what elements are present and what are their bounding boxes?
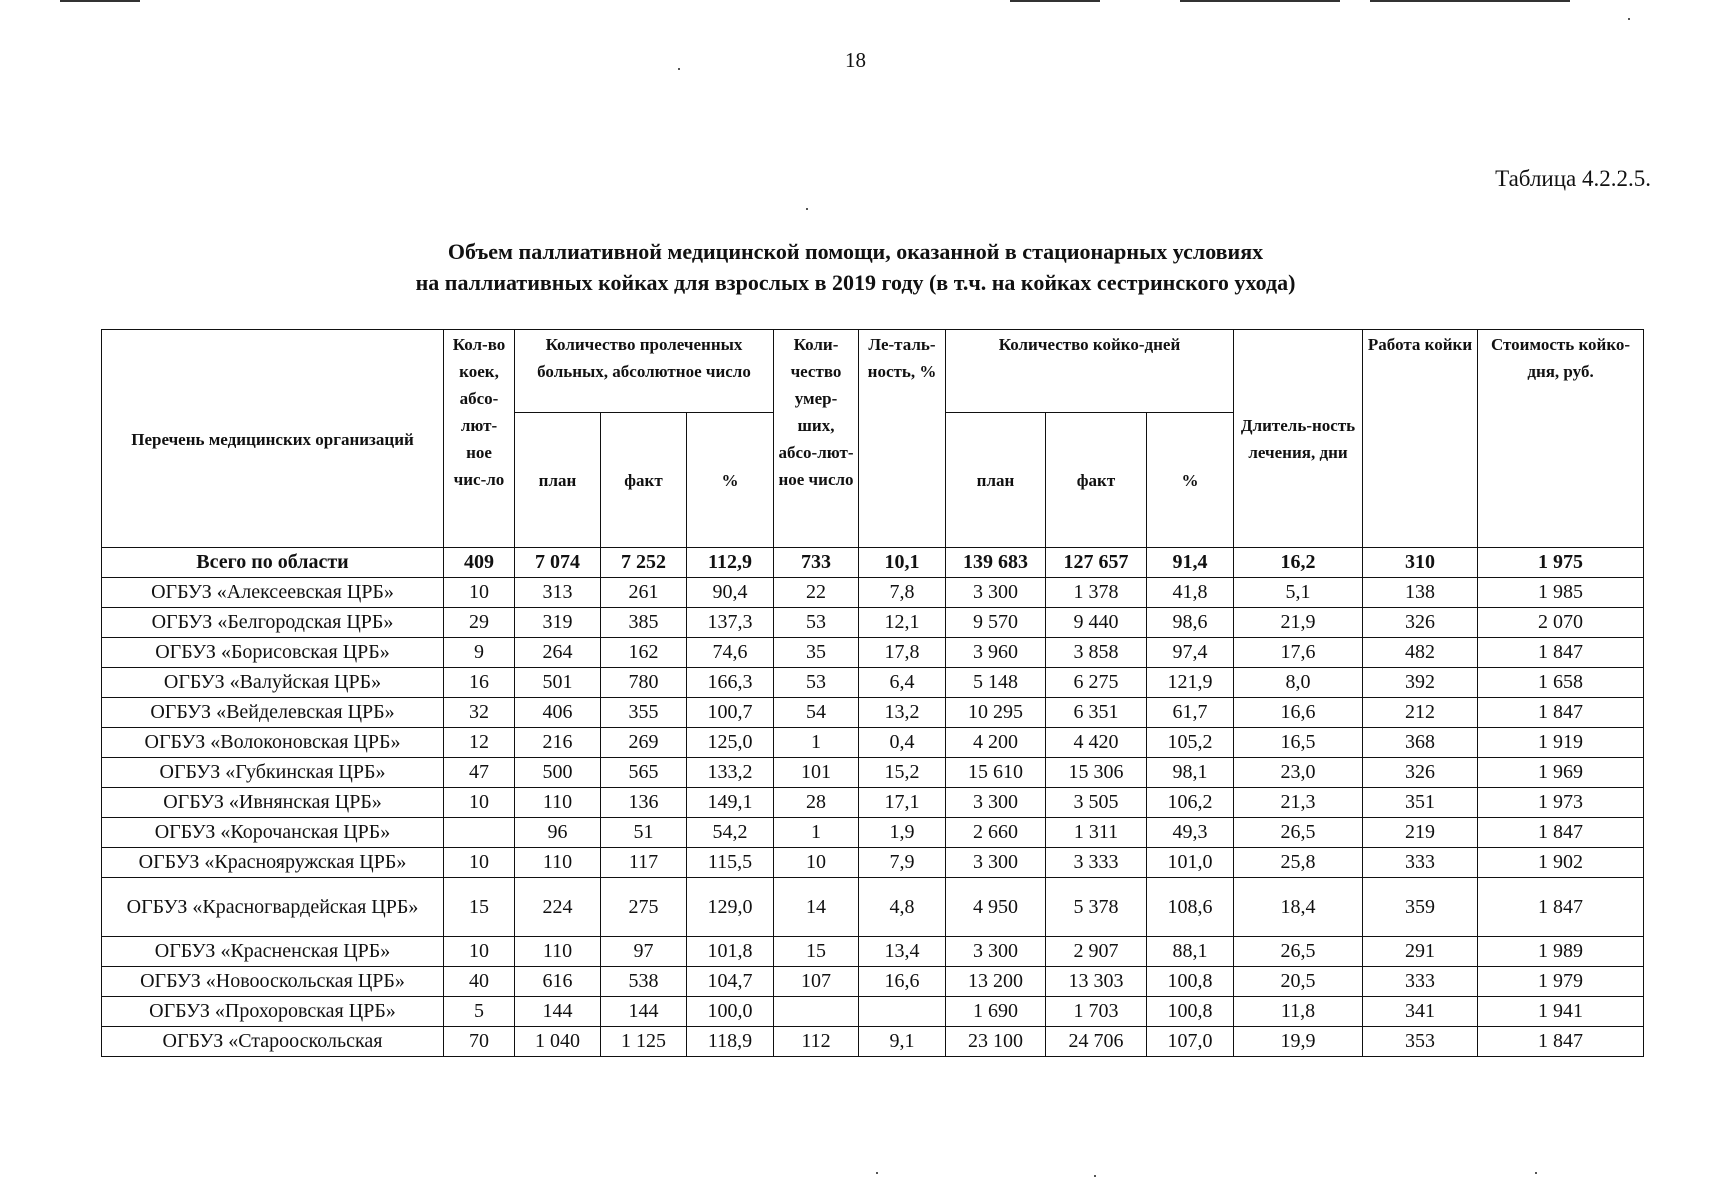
table-cell: 162 <box>601 638 687 668</box>
table-cell: 1 040 <box>515 1027 601 1057</box>
table-cell: 110 <box>515 937 601 967</box>
table-cell: 261 <box>601 578 687 608</box>
table-cell: 3 300 <box>946 937 1046 967</box>
header-treatment-duration: Длитель-ность лечения, дни <box>1234 330 1363 548</box>
table-cell: 1 847 <box>1478 698 1644 728</box>
organization-name: ОГБУЗ «Ивнянская ЦРБ» <box>102 788 444 818</box>
table-cell: 97 <box>601 937 687 967</box>
header-beddays-plan: план <box>946 413 1046 548</box>
table-cell: 1 989 <box>1478 937 1644 967</box>
table-row <box>102 997 1644 1027</box>
table-cell: 3 858 <box>1046 638 1147 668</box>
table-cell: 6 351 <box>1046 698 1147 728</box>
table-cell: 1 <box>774 818 859 848</box>
table-cell: 13 303 <box>1046 967 1147 997</box>
table-cell: 4 420 <box>1046 728 1147 758</box>
table-cell: 5,1 <box>1234 578 1363 608</box>
table-row <box>102 698 1644 728</box>
table-cell: 385 <box>601 608 687 638</box>
table-cell: 144 <box>601 997 687 1027</box>
table-cell: 21,9 <box>1234 608 1363 638</box>
table-cell: 101,0 <box>1147 848 1234 878</box>
table-cell: 1 979 <box>1478 967 1644 997</box>
scan-speck <box>806 208 808 210</box>
table-cell: 19,9 <box>1234 1027 1363 1057</box>
table-cell: 115,5 <box>687 848 774 878</box>
table-row <box>102 578 1644 608</box>
table-cell: 101 <box>774 758 859 788</box>
table-cell: 137,3 <box>687 608 774 638</box>
table-cell: 6,4 <box>859 668 946 698</box>
table-cell: 129,0 <box>687 878 774 937</box>
title-line-2: на паллиативных койках для взрослых в 2019 году (в т.ч. на койках сестринского ухода) <box>415 270 1296 295</box>
table-cell: 333 <box>1363 967 1478 997</box>
table-cell: 100,8 <box>1147 997 1234 1027</box>
table-cell: 1 847 <box>1478 638 1644 668</box>
table-row <box>102 848 1644 878</box>
table-cell: 406 <box>515 698 601 728</box>
header-treated-fact: факт <box>601 413 687 548</box>
table-cell: 10 <box>444 578 515 608</box>
scan-speck <box>1094 1175 1096 1177</box>
table-cell: 136 <box>601 788 687 818</box>
total-cell: 127 657 <box>1046 548 1147 578</box>
table-cell: 341 <box>1363 997 1478 1027</box>
header-beddays-fact: факт <box>1046 413 1147 548</box>
table-cell: 8,0 <box>1234 668 1363 698</box>
table-cell: 100,7 <box>687 698 774 728</box>
table-cell: 41,8 <box>1147 578 1234 608</box>
table-cell: 219 <box>1363 818 1478 848</box>
table-cell: 1 311 <box>1046 818 1147 848</box>
total-cell: 7 252 <box>601 548 687 578</box>
table-cell: 3 505 <box>1046 788 1147 818</box>
table-cell: 107,0 <box>1147 1027 1234 1057</box>
table-cell: 53 <box>774 608 859 638</box>
organization-name: ОГБУЗ «Красногвардейская ЦРБ» <box>102 878 444 937</box>
table-cell: 12 <box>444 728 515 758</box>
table-cell: 3 960 <box>946 638 1046 668</box>
table-cell: 291 <box>1363 937 1478 967</box>
header-bed-day-cost: Стоимость койко-дня, руб. <box>1478 330 1644 548</box>
table-cell: 96 <box>515 818 601 848</box>
table-cell: 7,9 <box>859 848 946 878</box>
table-cell: 1 985 <box>1478 578 1644 608</box>
table-cell: 149,1 <box>687 788 774 818</box>
table-cell: 1 658 <box>1478 668 1644 698</box>
table-cell: 74,6 <box>687 638 774 668</box>
table-cell: 100,8 <box>1147 967 1234 997</box>
table-cell: 23 100 <box>946 1027 1046 1057</box>
table-cell: 3 333 <box>1046 848 1147 878</box>
table-cell: 105,2 <box>1147 728 1234 758</box>
table-cell: 51 <box>601 818 687 848</box>
table-cell: 9 570 <box>946 608 1046 638</box>
total-cell: 10,1 <box>859 548 946 578</box>
table-cell <box>859 997 946 1027</box>
header-deaths: Коли-чество умер-ших, абсо-лют-ное число <box>774 330 859 548</box>
table-cell: 90,4 <box>687 578 774 608</box>
table-cell: 13,4 <box>859 937 946 967</box>
page-number: 18 <box>845 48 866 72</box>
table-cell: 24 706 <box>1046 1027 1147 1057</box>
table-cell: 118,9 <box>687 1027 774 1057</box>
table-cell: 333 <box>1363 848 1478 878</box>
scan-speck <box>1535 1172 1537 1174</box>
table-cell: 35 <box>774 638 859 668</box>
table-cell: 9 <box>444 638 515 668</box>
table-cell: 32 <box>444 698 515 728</box>
table-cell: 1 125 <box>601 1027 687 1057</box>
table-cell: 275 <box>601 878 687 937</box>
organization-name: ОГБУЗ «Валуйская ЦРБ» <box>102 668 444 698</box>
table-cell: 1 847 <box>1478 818 1644 848</box>
total-cell: 91,4 <box>1147 548 1234 578</box>
table-cell: 10 <box>444 937 515 967</box>
organization-name: ОГБУЗ «Губкинская ЦРБ» <box>102 758 444 788</box>
table-cell: 269 <box>601 728 687 758</box>
table-cell: 224 <box>515 878 601 937</box>
organization-name: ОГБУЗ «Волоконовская ЦРБ» <box>102 728 444 758</box>
table-cell: 0,4 <box>859 728 946 758</box>
table-cell: 17,8 <box>859 638 946 668</box>
table-cell: 144 <box>515 997 601 1027</box>
total-cell: 16,2 <box>1234 548 1363 578</box>
scan-edge-line <box>1370 0 1570 2</box>
header-beds: Кол-во коек, абсо-лют-ное чис-ло <box>444 330 515 548</box>
total-cell: Всего по области <box>102 548 444 578</box>
table-cell: 326 <box>1363 758 1478 788</box>
table-cell: 2 907 <box>1046 937 1147 967</box>
table-cell: 1 378 <box>1046 578 1147 608</box>
table-cell: 98,1 <box>1147 758 1234 788</box>
table-cell: 1 <box>774 728 859 758</box>
table-cell: 6 275 <box>1046 668 1147 698</box>
table-row <box>102 878 1644 937</box>
table-row <box>102 608 1644 638</box>
organization-name: ОГБУЗ «Краснояружская ЦРБ» <box>102 848 444 878</box>
table-cell: 47 <box>444 758 515 788</box>
table-cell: 13,2 <box>859 698 946 728</box>
total-cell: 112,9 <box>687 548 774 578</box>
table-cell: 61,7 <box>1147 698 1234 728</box>
table-cell: 28 <box>774 788 859 818</box>
table-cell: 40 <box>444 967 515 997</box>
table-cell: 17,1 <box>859 788 946 818</box>
table-cell: 18,4 <box>1234 878 1363 937</box>
table-cell: 780 <box>601 668 687 698</box>
table-cell: 212 <box>1363 698 1478 728</box>
table-cell: 16,5 <box>1234 728 1363 758</box>
table-cell: 98,6 <box>1147 608 1234 638</box>
table-cell: 70 <box>444 1027 515 1057</box>
table-cell: 15 306 <box>1046 758 1147 788</box>
table-cell <box>444 818 515 848</box>
table-cell: 1 919 <box>1478 728 1644 758</box>
table-cell: 3 300 <box>946 848 1046 878</box>
scan-speck <box>876 1172 878 1174</box>
header-treated-pct: % <box>687 413 774 548</box>
table-cell: 10 <box>774 848 859 878</box>
table-cell: 138 <box>1363 578 1478 608</box>
table-cell: 1 973 <box>1478 788 1644 818</box>
table-cell: 49,3 <box>1147 818 1234 848</box>
table-cell: 616 <box>515 967 601 997</box>
table-cell: 264 <box>515 638 601 668</box>
table-cell: 14 <box>774 878 859 937</box>
organization-name: ОГБУЗ «Корочанская ЦРБ» <box>102 818 444 848</box>
table-row <box>102 937 1644 967</box>
table-cell: 23,0 <box>1234 758 1363 788</box>
table-row <box>102 788 1644 818</box>
table-cell: 108,6 <box>1147 878 1234 937</box>
table-cell: 1 941 <box>1478 997 1644 1027</box>
organization-name: ОГБУЗ «Старооскольская <box>102 1027 444 1057</box>
table-cell: 5 <box>444 997 515 1027</box>
table-cell: 29 <box>444 608 515 638</box>
organization-name: ОГБУЗ «Вейделевская ЦРБ» <box>102 698 444 728</box>
table-cell: 482 <box>1363 638 1478 668</box>
total-cell: 310 <box>1363 548 1478 578</box>
table-cell: 2 660 <box>946 818 1046 848</box>
total-cell: 1 975 <box>1478 548 1644 578</box>
organization-name: ОГБУЗ «Белгородская ЦРБ» <box>102 608 444 638</box>
table-row <box>102 638 1644 668</box>
table-cell: 100,0 <box>687 997 774 1027</box>
table-cell: 106,2 <box>1147 788 1234 818</box>
table-row <box>102 818 1644 848</box>
table-cell: 565 <box>601 758 687 788</box>
total-cell: 7 074 <box>515 548 601 578</box>
table-cell: 97,4 <box>1147 638 1234 668</box>
scan-edge-line <box>60 0 140 2</box>
table-cell: 9 440 <box>1046 608 1147 638</box>
table-cell: 15 <box>444 878 515 937</box>
table-body <box>102 548 1644 1057</box>
table-cell: 15 <box>774 937 859 967</box>
total-cell: 733 <box>774 548 859 578</box>
table-cell: 16 <box>444 668 515 698</box>
table-cell: 501 <box>515 668 601 698</box>
organization-name: ОГБУЗ «Борисовская ЦРБ» <box>102 638 444 668</box>
table-cell: 16,6 <box>859 967 946 997</box>
table-cell: 359 <box>1363 878 1478 937</box>
table-cell: 319 <box>515 608 601 638</box>
header-beddays-pct: % <box>1147 413 1234 548</box>
table-cell: 26,5 <box>1234 937 1363 967</box>
table-cell: 1 969 <box>1478 758 1644 788</box>
table-cell: 110 <box>515 848 601 878</box>
table-cell: 21,3 <box>1234 788 1363 818</box>
table-row <box>102 1027 1644 1057</box>
table-cell: 101,8 <box>687 937 774 967</box>
table-cell: 13 200 <box>946 967 1046 997</box>
table-cell: 1 703 <box>1046 997 1147 1027</box>
document-title <box>0 236 1711 298</box>
table-cell: 11,8 <box>1234 997 1363 1027</box>
table-cell: 22 <box>774 578 859 608</box>
organization-name: ОГБУЗ «Красненская ЦРБ» <box>102 937 444 967</box>
header-treated-plan: план <box>515 413 601 548</box>
table-cell: 16,6 <box>1234 698 1363 728</box>
table-cell: 20,5 <box>1234 967 1363 997</box>
table-cell: 4,8 <box>859 878 946 937</box>
table-cell: 353 <box>1363 1027 1478 1057</box>
table-cell: 216 <box>515 728 601 758</box>
table-cell: 15,2 <box>859 758 946 788</box>
table-cell: 7,8 <box>859 578 946 608</box>
table-cell: 5 378 <box>1046 878 1147 937</box>
table-cell: 88,1 <box>1147 937 1234 967</box>
table-cell: 1 847 <box>1478 878 1644 937</box>
table-cell: 112 <box>774 1027 859 1057</box>
table-cell: 4 200 <box>946 728 1046 758</box>
table-cell: 121,9 <box>1147 668 1234 698</box>
table-cell: 351 <box>1363 788 1478 818</box>
table-row <box>102 728 1644 758</box>
table-row-total <box>102 548 1644 578</box>
table-cell: 117 <box>601 848 687 878</box>
table-cell: 110 <box>515 788 601 818</box>
table-row <box>102 758 1644 788</box>
header-bed-days: Количество койко-дней <box>946 330 1234 413</box>
table-row <box>102 668 1644 698</box>
table-cell: 15 610 <box>946 758 1046 788</box>
table-cell: 1 847 <box>1478 1027 1644 1057</box>
organization-name: ОГБУЗ «Новооскольская ЦРБ» <box>102 967 444 997</box>
table-cell: 10 295 <box>946 698 1046 728</box>
palliative-care-table <box>101 329 1644 1057</box>
scan-edge-line <box>1010 0 1100 2</box>
table-cell: 368 <box>1363 728 1478 758</box>
table-header <box>102 330 1644 548</box>
table-cell: 12,1 <box>859 608 946 638</box>
table-cell: 17,6 <box>1234 638 1363 668</box>
organization-name: ОГБУЗ «Алексеевская ЦРБ» <box>102 578 444 608</box>
header-bed-work: Работа койки <box>1363 330 1478 548</box>
organization-name: ОГБУЗ «Прохоровская ЦРБ» <box>102 997 444 1027</box>
table-cell: 133,2 <box>687 758 774 788</box>
header-treated-patients: Количество пролеченных больных, абсолютное число <box>515 330 774 413</box>
table-row <box>102 967 1644 997</box>
table-cell: 313 <box>515 578 601 608</box>
table-cell: 9,1 <box>859 1027 946 1057</box>
table-cell: 1,9 <box>859 818 946 848</box>
table-cell: 326 <box>1363 608 1478 638</box>
total-cell: 139 683 <box>946 548 1046 578</box>
table-cell: 25,8 <box>1234 848 1363 878</box>
table-cell: 5 148 <box>946 668 1046 698</box>
table-cell: 355 <box>601 698 687 728</box>
table-cell: 53 <box>774 668 859 698</box>
table-cell: 10 <box>444 848 515 878</box>
table-cell: 4 950 <box>946 878 1046 937</box>
header-lethality: Ле-таль-ность, % <box>859 330 946 548</box>
table-cell: 538 <box>601 967 687 997</box>
table-cell: 107 <box>774 967 859 997</box>
table-cell: 3 300 <box>946 578 1046 608</box>
table-cell: 1 902 <box>1478 848 1644 878</box>
table-cell: 10 <box>444 788 515 818</box>
scan-speck <box>1628 18 1630 20</box>
table-cell: 1 690 <box>946 997 1046 1027</box>
table-cell: 500 <box>515 758 601 788</box>
total-cell: 409 <box>444 548 515 578</box>
table-cell: 54,2 <box>687 818 774 848</box>
table-cell: 166,3 <box>687 668 774 698</box>
table-cell: 26,5 <box>1234 818 1363 848</box>
title-line-1: Объем паллиативной медицинской помощи, оказанной в стационарных условиях <box>447 239 1264 264</box>
table-cell: 392 <box>1363 668 1478 698</box>
table-cell: 3 300 <box>946 788 1046 818</box>
scan-edge-line <box>1180 0 1340 2</box>
table-cell: 2 070 <box>1478 608 1644 638</box>
table-label: Таблица 4.2.2.5. <box>1495 166 1651 191</box>
table-cell: 125,0 <box>687 728 774 758</box>
table-cell: 54 <box>774 698 859 728</box>
table-cell <box>774 997 859 1027</box>
table-cell: 104,7 <box>687 967 774 997</box>
header-organizations: Перечень медицинских организаций <box>102 330 444 548</box>
